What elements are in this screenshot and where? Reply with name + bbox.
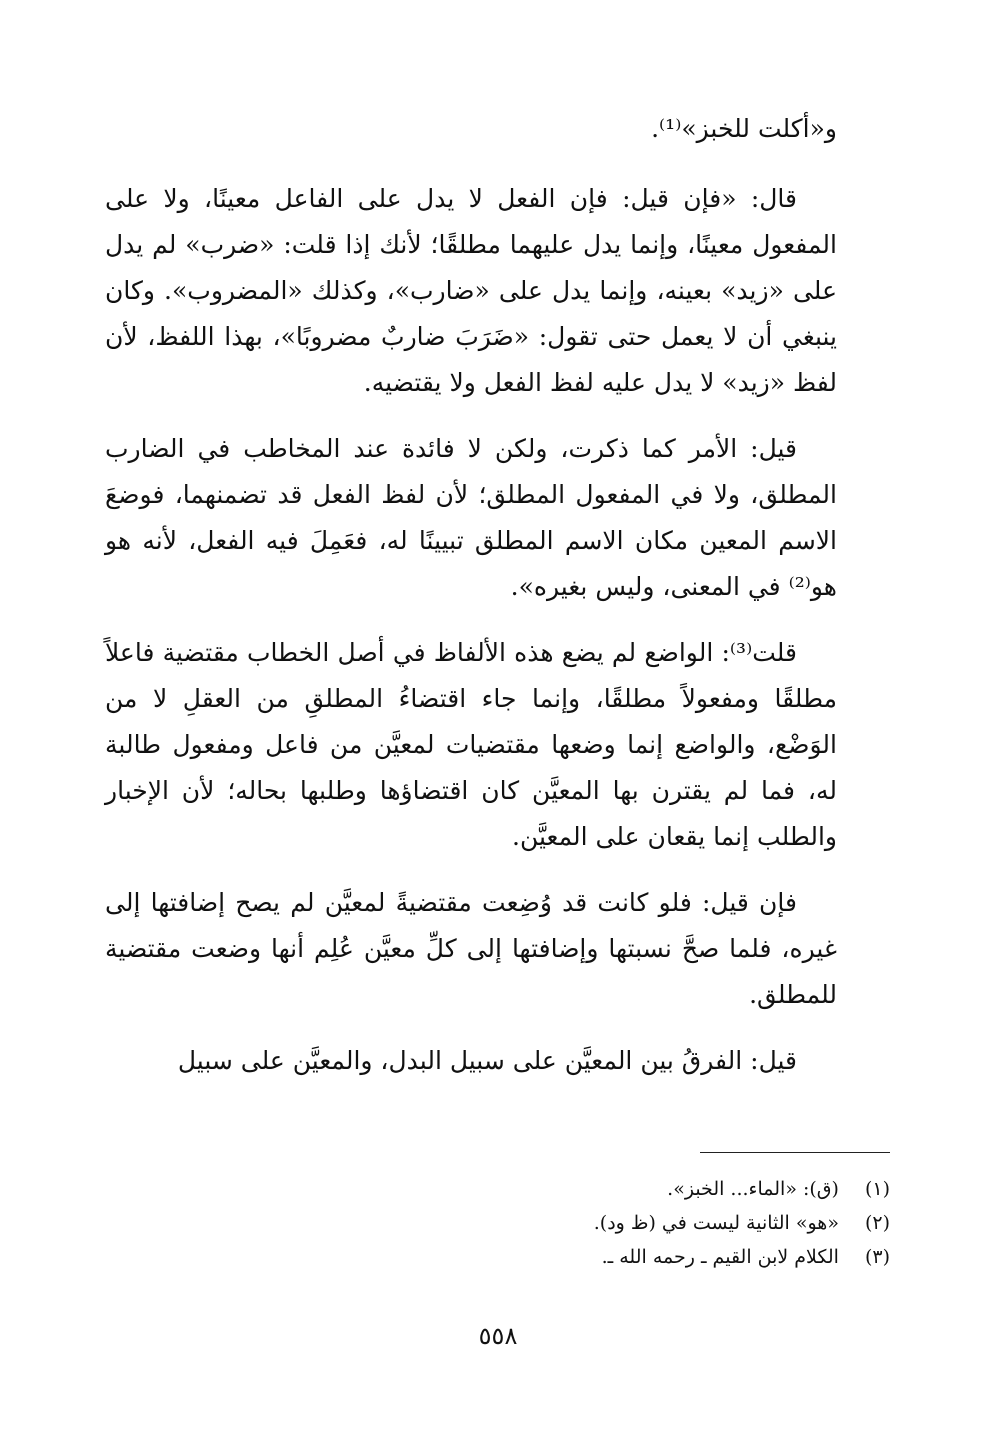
footnote xyxy=(300,1172,890,1206)
footnote xyxy=(300,1240,890,1274)
opening-line: و«أكلت للخبز»⁽¹⁾. xyxy=(651,114,837,143)
paragraph: قيل: الفرقُ بين المعيَّن على سبيل البدل، والمعيَّن على سبيل xyxy=(177,1046,797,1075)
paragraph: قلت⁽³⁾: الواضع لم يضع هذه الألفاظ في أصل الخطاب مقتضية فاعلاً مطلقًا ومفعولاً مطلقًا، وإنما جاء اقتضاءُ المطلقِ من العقلِ لا من الوَضْع، والواضع إنما وضعها مقتضيات لمعيَّن من فاعل ومفعول طالبة له، فما لم يقترن بها المعيَّن كان اقتضاؤها وطلبها بحاله؛ لأن الإخبار والطلب إنما يقعان على المعيَّن. xyxy=(105,638,837,851)
paragraph: قال: «فإن قيل: فإن الفعل لا يدل على الفاعل معينًا، ولا على المفعول معينًا، وإنما يدل عليهما مطلقًا؛ لأنك إذا قلت: «ضرب» لم يدل على «زيد» بعينه، وإنما يدل على «ضارب»، وكذلك «المضروب». وكان ينبغي أن لا يعمل حتى تقول: «ضَرَبَ ضاربٌ مضروبًا»، بهذا اللفظ، لأن لفظ «زيد» لا يدل عليه لفظ الفعل ولا يقتضيه. xyxy=(105,184,837,397)
footnote-number: (١) xyxy=(864,1178,890,1200)
footnotes xyxy=(300,1172,890,1274)
footnote-number: (٢) xyxy=(864,1212,890,1234)
footnote-text: «هو» الثانية ليست في (ظ ود). xyxy=(593,1212,839,1234)
footnote-number: (٣) xyxy=(864,1246,890,1268)
body-text xyxy=(105,106,837,1104)
footnote-divider xyxy=(700,1152,890,1153)
paragraph: قيل: الأمر كما ذكرت، ولكن لا فائدة عند المخاطب في الضارب المطلق، ولا في المفعول المطلق؛ لأن لفظ الفعل قد تضمنهما، فوضعَ الاسم المعين مكان الاسم المطلق تبيينًا له، فعَمِلَ فيه الفعل، لأنه هو هو⁽²⁾ في المعنى، وليس بغيره». xyxy=(105,434,837,601)
paragraph: فإن قيل: فلو كانت قد وُضِعت مقتضيةً لمعيَّن لم يصح إضافتها إلى غيره، فلما صحَّ نسبتها وإضافتها إلى كلِّ معيَّن عُلِم أنها وضعت مقتضية للمطلق. xyxy=(105,888,837,1009)
footnote xyxy=(300,1206,890,1240)
footnote-text: الكلام لابن القيم ـ رحمه الله ـ. xyxy=(601,1246,839,1268)
footnote-text: (ق): «الماء... الخبز». xyxy=(667,1178,839,1200)
page-number: ٥٥٨ xyxy=(478,1322,518,1350)
